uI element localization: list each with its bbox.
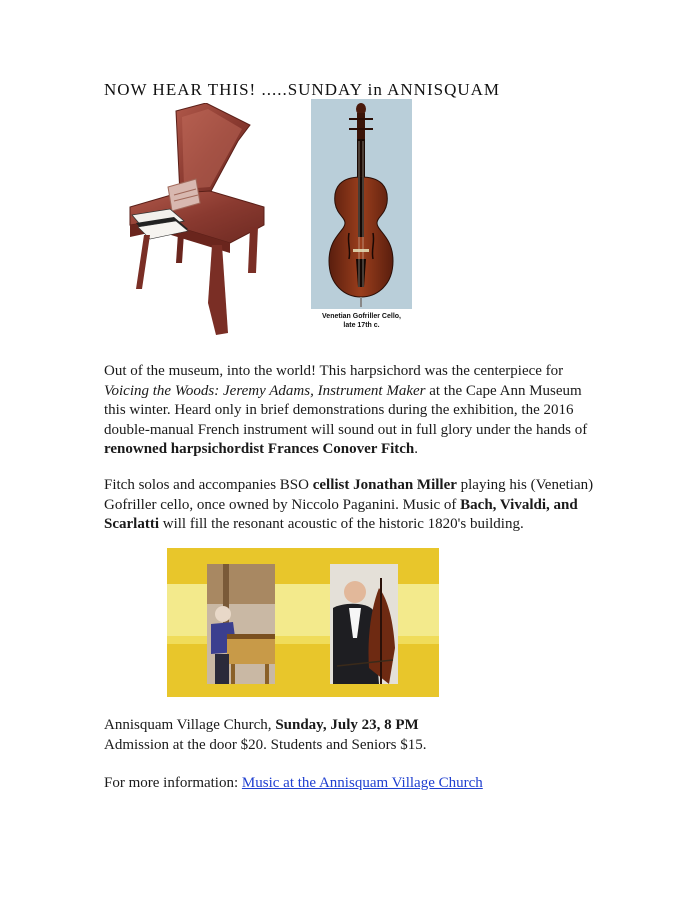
event-details (104, 716, 427, 755)
harpsichord-image (118, 103, 268, 338)
performers-photo-strip (167, 548, 439, 697)
church-music-link[interactable]: Music at the Annisquam Village Church (241, 775, 483, 791)
cello-image (311, 99, 412, 309)
cellist-photo (330, 564, 398, 684)
intro-paragraph (104, 362, 604, 460)
venue-line (104, 716, 427, 736)
admission-line: Admission at the door $20. Students and Seniors $15. (104, 736, 427, 753)
cello-caption (311, 312, 412, 330)
harpsichordist-photo (207, 564, 275, 684)
cello-caption-line1: Venetian Gofriller Cello, (322, 313, 401, 320)
page-title: NOW HEAR THIS! .....SUNDAY in ANNISQUAM (104, 80, 501, 99)
cellist-name: cellist Jonathan Miller (312, 477, 457, 493)
perf-text-3: will fill the resonant acoustic of the historic 1820's building. (158, 516, 524, 532)
cello-photo (311, 99, 412, 309)
perf-text-2: playing his (Venetian) Gofriller cello, once owned by Niccolo Paganini. Music of (104, 477, 594, 513)
more-info-label: For more information: (104, 775, 242, 791)
harpsichordist-name: renowned harpsichordist Frances Conover Fitch (104, 441, 415, 457)
exhibition-title: Voicing the Woods: Jeremy Adams, Instrument Maker (104, 382, 426, 399)
perf-text-1: Fitch solos and accompanies BSO (104, 477, 313, 493)
intro-text-3: . (414, 441, 419, 457)
intro-text-2: at the Cape Ann Museum this winter. Heard only in brief demonstrations during the exhibition, the 2016 double-manual French instrument will sound out in full glory under the hands of (104, 382, 588, 438)
composers: Bach, Vivaldi, and Scarlatti (104, 496, 578, 532)
venue-name: Annisquam Village Church, (104, 717, 276, 733)
cello-caption-line2: late 17th c. (343, 322, 380, 329)
more-info (104, 774, 483, 793)
event-datetime: Sunday, July 23, 8 PM (275, 717, 419, 733)
performers-paragraph (104, 476, 604, 535)
intro-text-1: Out of the museum, into the world! This harpsichord was the centerpiece for (104, 363, 564, 379)
